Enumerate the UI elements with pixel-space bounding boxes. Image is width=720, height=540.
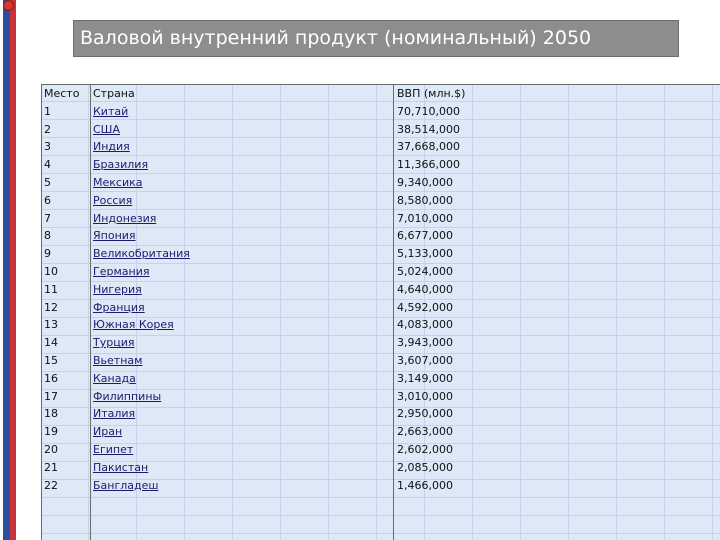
country-link[interactable]: Вьетнам [93,353,143,367]
rank-cell: 16 [44,371,58,385]
gdp-cell: 3,943,000 [397,336,453,350]
table-row [42,138,720,156]
gdp-cell: 5,133,000 [397,247,453,261]
rank-cell: 20 [44,442,58,456]
rank-cell: 18 [44,407,58,421]
gdp-cell: 7,010,000 [397,211,453,225]
country-link[interactable]: Россия [93,193,133,207]
left-stripe-gap [16,0,18,540]
gdp-cell: 3,149,000 [397,371,453,385]
table-row [42,370,720,388]
country-link[interactable]: Филиппины [93,389,162,403]
table-row [42,352,720,370]
table-row [42,334,720,352]
table-row [42,192,720,210]
gdp-cell: 2,950,000 [397,407,453,421]
country-link[interactable]: Турция [93,336,135,350]
country-link[interactable]: Канада [93,371,136,385]
rank-cell: 2 [44,122,51,136]
rank-cell: 11 [44,282,58,296]
table-row [42,281,720,299]
country-link[interactable]: Бразилия [93,158,149,172]
table-row [42,316,720,334]
gdp-cell: 4,592,000 [397,300,453,314]
table-row [42,388,720,406]
table-row [42,227,720,245]
gdp-cell: 4,640,000 [397,282,453,296]
gdp-cell: 2,602,000 [397,442,453,456]
rank-cell: 10 [44,264,58,278]
table-row [42,245,720,263]
left-stripe-blue [3,0,10,540]
table-row [42,263,720,281]
gdp-cell: 11,366,000 [397,158,460,172]
gdp-cell: 5,024,000 [397,264,453,278]
rank-cell: 5 [44,175,51,189]
country-link[interactable]: Бангладеш [93,478,159,492]
gdp-cell: 2,663,000 [397,425,453,439]
country-link[interactable]: Мексика [93,175,143,189]
table-row [42,405,720,423]
rank-cell: 6 [44,193,51,207]
country-link[interactable]: Египет [93,442,134,456]
gdp-cell: 3,010,000 [397,389,453,403]
gdp-cell: 2,085,000 [397,460,453,474]
country-link[interactable]: Южная Корея [93,318,174,332]
gdp-cell: 4,083,000 [397,318,453,332]
rank-cell: 12 [44,300,58,314]
rank-cell: 17 [44,389,58,403]
table-header-row [42,85,720,103]
gdp-cell: 9,340,000 [397,175,453,189]
corner-dot-icon [3,0,14,11]
header-gdp: ВВП (млн.$) [397,87,466,100]
country-link[interactable]: Индия [93,140,130,154]
rank-cell: 1 [44,104,51,118]
table-row [42,156,720,174]
gdp-cell: 70,710,000 [397,104,460,118]
table-row [42,210,720,228]
gdp-cell: 6,677,000 [397,229,453,243]
title-banner [73,20,679,57]
country-link[interactable]: Индонезия [93,211,157,225]
country-link[interactable]: Иран [93,425,123,439]
gdp-cell: 1,466,000 [397,478,453,492]
rank-cell: 15 [44,353,58,367]
country-link[interactable]: Пакистан [93,460,149,474]
table-row [42,103,720,121]
rank-cell: 8 [44,229,51,243]
country-link[interactable]: Италия [93,407,136,421]
table-row [42,121,720,139]
rank-cell: 9 [44,247,51,261]
gdp-cell: 38,514,000 [397,122,460,136]
table-row [42,174,720,192]
country-link[interactable]: Китай [93,104,129,118]
rank-cell: 14 [44,336,58,350]
rank-cell: 13 [44,318,58,332]
rank-cell: 3 [44,140,51,154]
rank-cell: 4 [44,158,51,172]
rank-cell: 19 [44,425,58,439]
rank-cell: 22 [44,478,58,492]
page-title: Валовой внутренний продукт (номинальный) 2050 [80,27,592,49]
gdp-cell: 3,607,000 [397,353,453,367]
country-link[interactable]: Великобритания [93,247,190,261]
table-row [42,441,720,459]
header-country: Страна [93,87,135,100]
gdp-table [42,85,720,494]
rank-cell: 21 [44,460,58,474]
gdp-cell: 8,580,000 [397,193,453,207]
country-link[interactable]: США [93,122,120,136]
table-row [42,459,720,477]
country-link[interactable]: Нигерия [93,282,142,296]
gdp-cell: 37,668,000 [397,140,460,154]
table-row [42,477,720,495]
table-row [42,423,720,441]
country-link[interactable]: Германия [93,264,150,278]
country-link[interactable]: Франция [93,300,145,314]
rank-cell: 7 [44,211,51,225]
header-rank: Место [44,87,80,100]
table-row [42,299,720,317]
country-link[interactable]: Япония [93,229,136,243]
